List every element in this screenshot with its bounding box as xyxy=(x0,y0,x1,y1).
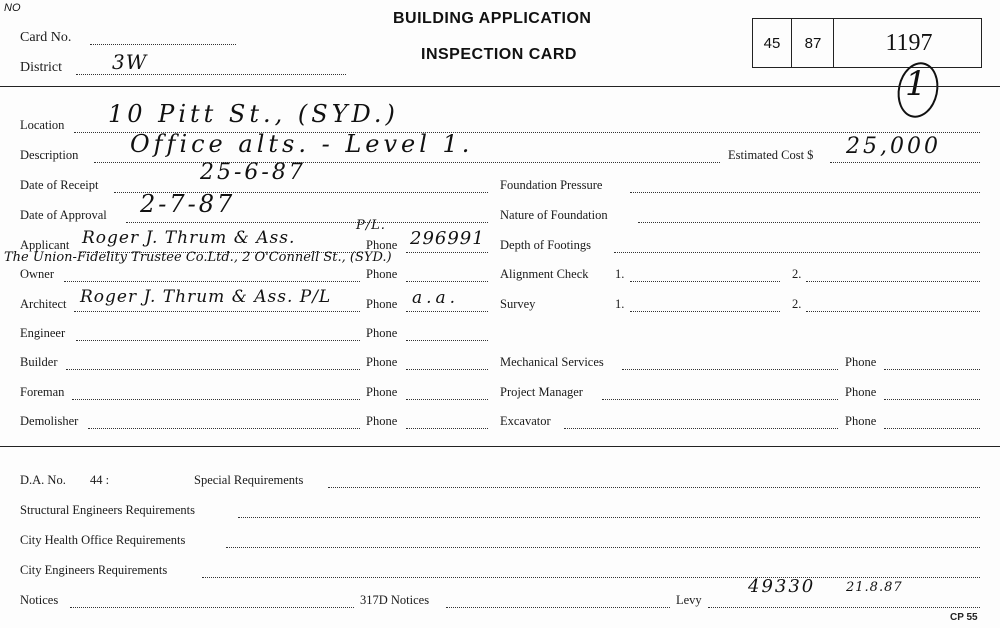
demolisher-phone-line xyxy=(406,428,488,429)
survey-line-1 xyxy=(630,311,780,312)
reference-boxes xyxy=(752,18,982,68)
survey-num-1: 1. xyxy=(615,297,625,311)
project-manager-phone-line xyxy=(884,399,980,400)
owner-line xyxy=(64,281,360,282)
alignment-check-line-2 xyxy=(806,281,980,282)
ref-box-2: 87 xyxy=(793,19,834,67)
structural-line xyxy=(238,517,980,518)
structural-label: Structural Engineers Requirements xyxy=(20,503,195,517)
nature-foundation-label: Nature of Foundation xyxy=(500,208,608,222)
owner-label: Owner xyxy=(20,267,55,281)
architect-label: Architect xyxy=(20,297,67,311)
applicant-phone-value: 296991 xyxy=(410,228,485,249)
date-receipt-value: 25-6-87 xyxy=(200,160,306,185)
architect-phone-value: a.a. xyxy=(412,288,460,308)
builder-line xyxy=(66,369,360,370)
district-line xyxy=(76,74,346,75)
project-manager-label: Project Manager xyxy=(500,385,583,399)
district-value: 3W xyxy=(112,50,148,74)
engineer-phone-line xyxy=(406,340,488,341)
description-line xyxy=(94,162,720,163)
foundation-pressure-line xyxy=(630,192,980,193)
card-no-line xyxy=(90,44,236,45)
levy-label: Levy xyxy=(676,593,702,607)
survey-label: Survey xyxy=(500,297,536,311)
demolisher-line xyxy=(88,428,360,429)
project-manager-line xyxy=(602,399,838,400)
engineer-phone-label: Phone xyxy=(366,326,398,340)
card-number: 1197 xyxy=(885,29,933,56)
district-label: District xyxy=(20,60,62,75)
da-no-label: D.A. No. xyxy=(20,473,66,487)
owner-value: The Union-Fidelity Trustee Co.Ltd., 2 O'Connell St., (SYD.) xyxy=(4,250,392,265)
levy-value: 49330 xyxy=(748,576,816,597)
architect-value: Roger J. Thrum & Ass. P/L xyxy=(80,287,332,307)
architect-line xyxy=(74,311,360,312)
survey-num-2: 2. xyxy=(792,297,802,311)
foreman-phone-label: Phone xyxy=(366,385,398,399)
date-approval-label: Date of Approval xyxy=(20,208,107,222)
location-label: Location xyxy=(20,118,65,132)
location-value: 10 Pitt St., (SYD.) xyxy=(108,100,399,128)
foreman-line xyxy=(72,399,360,400)
applicant-value: Roger J. Thrum & Ass. xyxy=(82,228,296,248)
alignment-check-line-1 xyxy=(630,281,780,282)
foundation-pressure-label: Foundation Pressure xyxy=(500,178,603,192)
notices-317d-line xyxy=(446,607,670,608)
da-no-value: 44 : xyxy=(90,473,110,487)
description-label: Description xyxy=(20,148,79,162)
card-no-label: Card No. xyxy=(20,30,72,45)
demolisher-label: Demolisher xyxy=(20,414,79,428)
alignment-check-num-2: 2. xyxy=(792,267,802,281)
mechanical-phone-line xyxy=(884,369,980,370)
nature-foundation-line xyxy=(638,222,980,223)
date-receipt-label: Date of Receipt xyxy=(20,178,99,192)
excavator-line xyxy=(564,428,838,429)
mechanical-label: Mechanical Services xyxy=(500,355,604,369)
excavator-phone-label: Phone xyxy=(845,414,877,428)
demolisher-phone-label: Phone xyxy=(366,414,398,428)
mechanical-phone-label: Phone xyxy=(845,355,877,369)
health-label: City Health Office Requirements xyxy=(20,533,186,547)
builder-phone-label: Phone xyxy=(366,355,398,369)
description-value: Office alts. - Level 1. xyxy=(130,130,474,158)
applicant-label: Applicant xyxy=(20,238,70,252)
estimated-cost-value: 25,000 xyxy=(846,134,941,159)
alignment-check-num-1: 1. xyxy=(615,267,625,281)
title-line-2: INSPECTION CARD xyxy=(421,46,577,63)
owner-phone-label: Phone xyxy=(366,267,398,281)
project-manager-phone-label: Phone xyxy=(845,385,877,399)
estimated-cost-label: Estimated Cost $ xyxy=(728,148,814,162)
notices-label: Notices xyxy=(20,593,59,607)
notices-317d-label: 317D Notices xyxy=(360,593,430,607)
applicant-phone-line xyxy=(406,252,488,253)
corner-note: NO xyxy=(4,2,21,14)
title-line-1: BUILDING APPLICATION xyxy=(393,10,592,27)
builder-phone-line xyxy=(406,369,488,370)
levy-date: 21.8.87 xyxy=(846,580,903,595)
applicant-phone-label: Phone xyxy=(366,238,398,252)
circled-number: 1 xyxy=(905,64,928,104)
depth-footings-line xyxy=(614,252,980,253)
alignment-check-label: Alignment Check xyxy=(500,267,589,281)
header-divider xyxy=(0,86,1000,87)
engineer-label: Engineer xyxy=(20,326,66,340)
details-divider xyxy=(0,446,1000,447)
special-requirements-line xyxy=(328,487,980,488)
survey-line-2 xyxy=(806,311,980,312)
estimated-cost-line xyxy=(830,162,980,163)
excavator-phone-line xyxy=(884,428,980,429)
special-requirements-label: Special Requirements xyxy=(194,473,304,487)
owner-phone-line xyxy=(406,281,488,282)
foreman-label: Foreman xyxy=(20,385,65,399)
form-code: CP 55 xyxy=(950,612,978,623)
ref-box-1: 45 xyxy=(753,19,792,67)
architect-phone-label: Phone xyxy=(366,297,398,311)
levy-line xyxy=(708,607,980,608)
city-engineers-line xyxy=(202,577,980,578)
city-engineers-label: City Engineers Requirements xyxy=(20,563,168,577)
engineer-line xyxy=(76,340,360,341)
depth-footings-label: Depth of Footings xyxy=(500,238,591,252)
health-line xyxy=(226,547,980,548)
applicant-note: P/L. xyxy=(356,218,386,233)
excavator-label: Excavator xyxy=(500,414,551,428)
mechanical-line xyxy=(622,369,838,370)
builder-label: Builder xyxy=(20,355,58,369)
notices-line xyxy=(70,607,354,608)
architect-phone-line xyxy=(406,311,488,312)
date-approval-line xyxy=(126,222,488,223)
date-approval-value: 2-7-87 xyxy=(140,190,236,218)
foreman-phone-line xyxy=(406,399,488,400)
